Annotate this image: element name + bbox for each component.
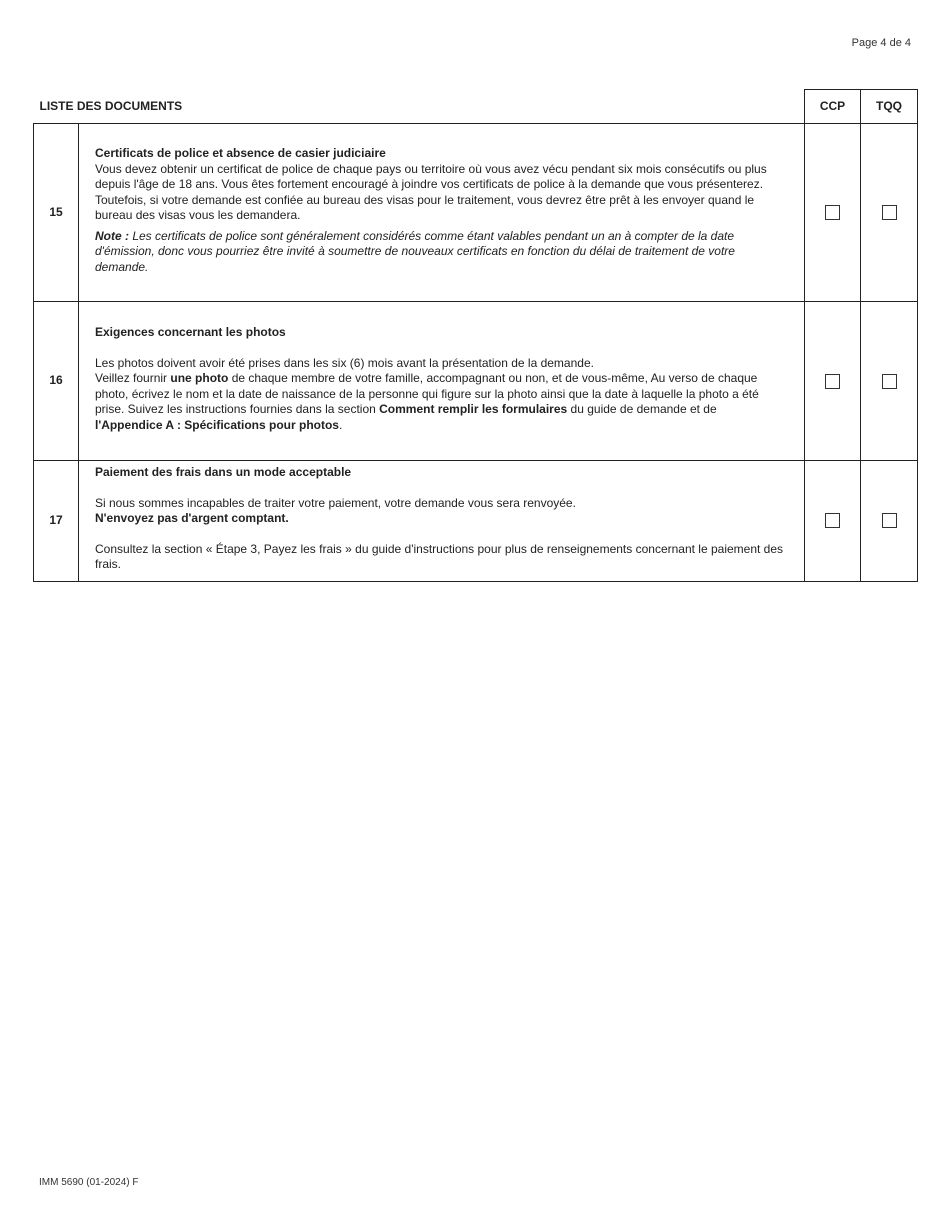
item-paragraph: Les photos doivent avoir été prises dans les six (6) mois avant la présentation de la demande.	[95, 355, 594, 370]
tqq-cell	[861, 302, 918, 461]
tqq-checkbox[interactable]	[882, 374, 897, 389]
table-row	[34, 124, 918, 302]
item-number: 15	[34, 124, 79, 302]
item-number: 17	[34, 461, 79, 582]
item-description	[79, 124, 805, 302]
item-paragraph: Toutefois, si votre demande est confiée au bureau des visas pour le traitement, vous devrez être prêt à les envoyer quand le bureau des visas vous les demandera.	[95, 192, 755, 222]
item-paragraph: Si nous sommes incapables de traiter votre paiement, votre demande vous sera renvoyée.	[95, 495, 576, 510]
item-note	[95, 229, 784, 276]
item-description	[79, 302, 805, 461]
note-label: Note :	[95, 228, 129, 243]
item-title: Exigences concernant les photos	[95, 325, 286, 339]
ccp-cell	[805, 302, 861, 461]
item-title: Paiement des frais dans un mode acceptable	[95, 465, 352, 479]
item-title: Certificats de police et absence de casier judiciaire	[95, 146, 386, 160]
item-paragraph: Consultez la section « Étape 3, Payez les frais » du guide d'instructions pour plus de renseignements concernant le paiement des frais.	[95, 541, 784, 571]
ccp-cell	[805, 124, 861, 302]
ccp-checkbox[interactable]	[825, 374, 840, 389]
table-row	[34, 302, 918, 461]
ccp-checkbox[interactable]	[825, 513, 840, 528]
item-paragraph: Veillez fournir une photo de chaque membre de votre famille, accompagnant ou non, et de vous-même, Au verso de chaque photo, écrivez le nom et la date de naissance de la personne qui figure sur la photo ainsi que la date à laquelle la photo a été prise. Suivez les instructions fournies dans la section Comment remplir les formulaires du guide de demande et de l'Appendice A : Spécifications pour photos.	[95, 371, 759, 432]
note-text: Les certificats de police sont généralement considérés comme étant valables pendant un an à compter de la date d'émission, donc vous pourriez être invité à soumettre de nouveaux certificats en fonction du délai de traitement de votre demande.	[95, 228, 735, 274]
tqq-cell	[861, 124, 918, 302]
form-code: IMM 5690 (01-2024) F	[39, 1177, 139, 1188]
item-paragraph: Vous devez obtenir un certificat de police de chaque pays ou territoire où vous avez vécu pendant six mois consécutifs ou plus depuis l'âge de 18 ans. Vous êtes fortement encouragé à joindre vos certificats de police à la demande que vous présenterez.	[95, 161, 767, 191]
ccp-cell	[805, 461, 861, 582]
tqq-checkbox[interactable]	[882, 513, 897, 528]
table-title: LISTE DES DOCUMENTS	[39, 98, 183, 113]
item-warning: N'envoyez pas d'argent comptant.	[95, 511, 289, 525]
column-header-ccp: CCP	[805, 90, 861, 124]
table-header-row	[34, 90, 918, 124]
table-row	[34, 461, 918, 582]
document-checklist-table	[33, 89, 918, 582]
tqq-checkbox[interactable]	[882, 205, 897, 220]
tqq-cell	[861, 461, 918, 582]
page-number: Page 4 de 4	[851, 37, 911, 49]
item-number: 16	[34, 302, 79, 461]
item-description	[79, 461, 805, 582]
ccp-checkbox[interactable]	[825, 205, 840, 220]
column-header-tqq: TQQ	[861, 90, 918, 124]
